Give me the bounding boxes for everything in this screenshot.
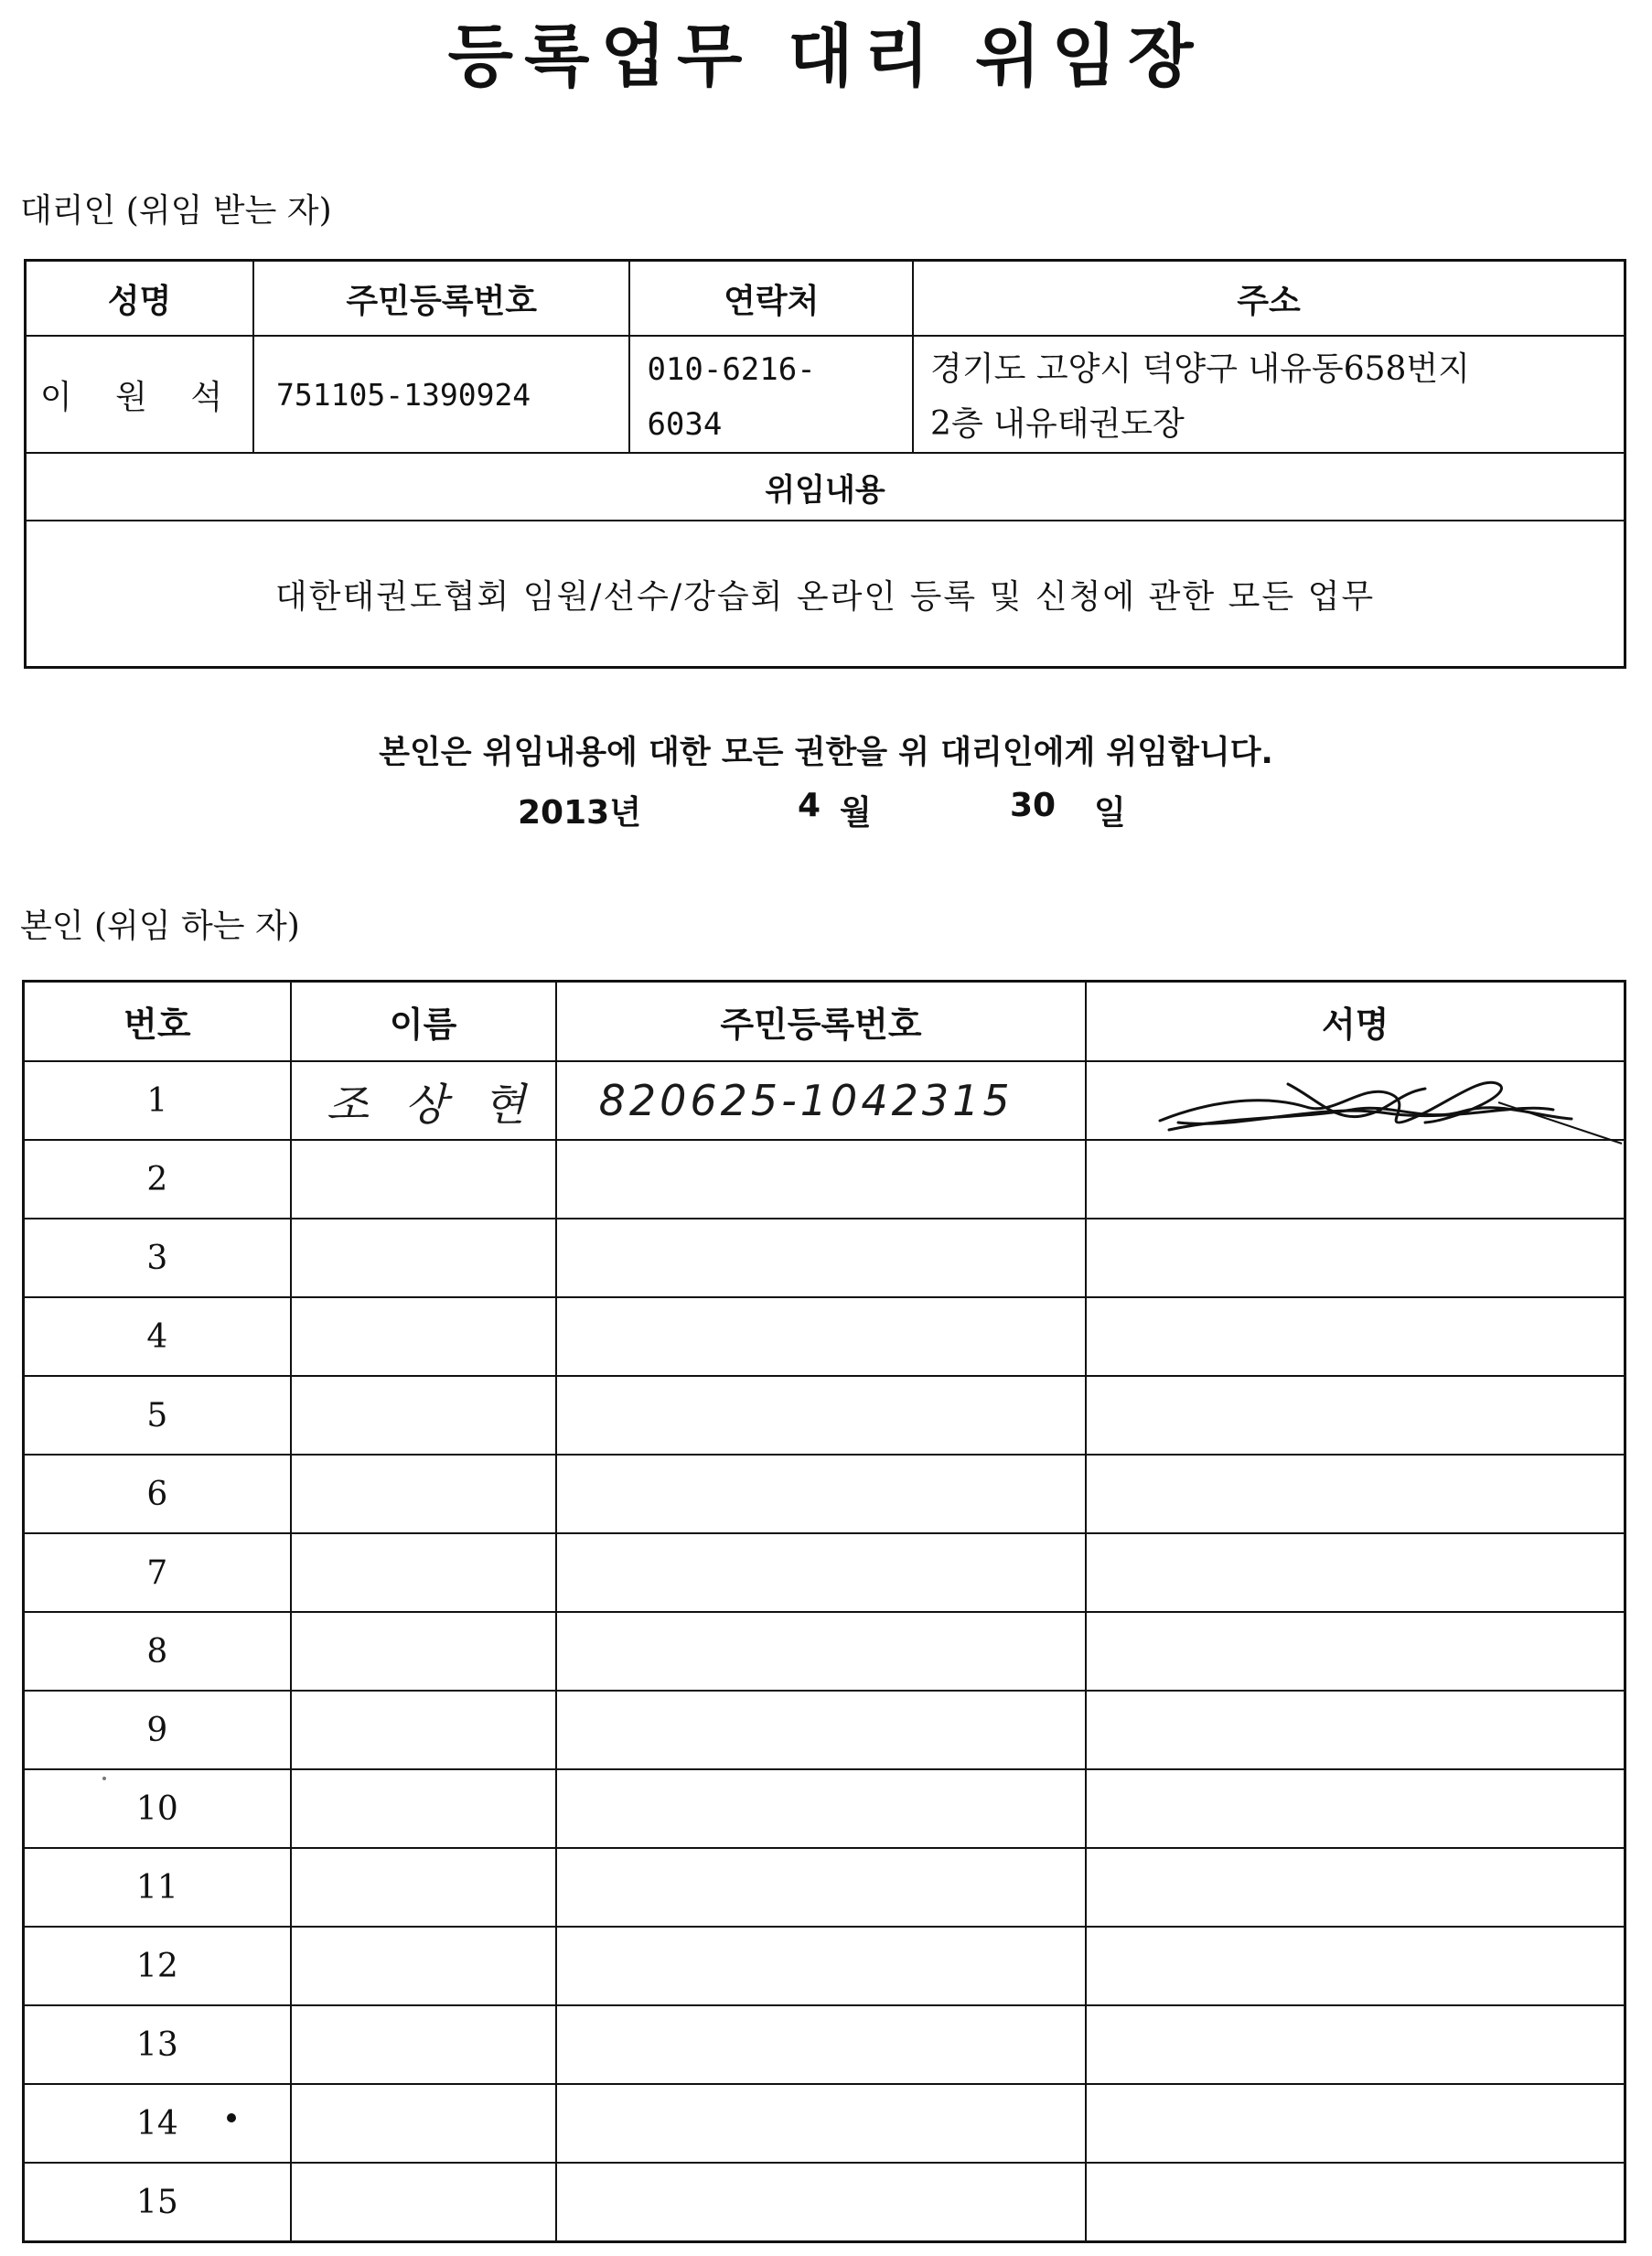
row-number: 14 bbox=[24, 2084, 291, 2163]
header-address: 주소 bbox=[913, 261, 1625, 337]
principal-name-cell bbox=[291, 1769, 556, 1848]
principal-row bbox=[24, 1769, 1625, 1848]
date-day-label: 일 bbox=[1094, 794, 1126, 832]
principal-row bbox=[24, 1376, 1625, 1455]
row-number: 15 bbox=[24, 2163, 291, 2242]
row-number: 1 bbox=[24, 1061, 291, 1140]
proxy-header-row bbox=[26, 261, 1625, 337]
proxy-name: 이 원 석 bbox=[26, 336, 254, 453]
principal-name-cell bbox=[291, 1691, 556, 1769]
principal-table bbox=[22, 980, 1626, 2243]
principal-rrn-cell bbox=[556, 2163, 1087, 2242]
principal-row bbox=[24, 1533, 1625, 1612]
header-rrn: 주민등록번호 bbox=[253, 261, 629, 337]
signature-cell bbox=[1086, 2163, 1625, 2242]
date-year: 2013년 bbox=[518, 794, 641, 832]
delegation-header: 위임내용 bbox=[26, 453, 1625, 521]
signature-cell bbox=[1086, 1140, 1625, 1219]
signature-cell bbox=[1086, 1455, 1625, 1533]
principal-rrn-cell bbox=[556, 2005, 1087, 2084]
header-contact: 연락처 bbox=[629, 261, 913, 337]
principal-row bbox=[24, 1691, 1625, 1769]
header-signature: 서명 bbox=[1086, 982, 1625, 1062]
signature-cell bbox=[1086, 2005, 1625, 2084]
principal-rrn-cell bbox=[556, 1612, 1087, 1691]
principal-name-cell bbox=[291, 2005, 556, 2084]
signature-cell bbox=[1086, 1219, 1625, 1297]
principal-rrn-cell bbox=[556, 1455, 1087, 1533]
proxy-contact bbox=[629, 336, 913, 453]
header-principal-name: 이름 bbox=[291, 982, 556, 1062]
principal-row bbox=[24, 1455, 1625, 1533]
row-number: 8 bbox=[24, 1612, 291, 1691]
row-number: 12 bbox=[24, 1927, 291, 2005]
row-number: 9 bbox=[24, 1691, 291, 1769]
principal-name-cell bbox=[291, 1297, 556, 1376]
principal-rrn-cell bbox=[556, 1297, 1087, 1376]
principal-rrn-cell bbox=[556, 2084, 1087, 2163]
signature-cell bbox=[1086, 1297, 1625, 1376]
principal-name-cell bbox=[291, 1848, 556, 1927]
header-principal-rrn: 주민등록번호 bbox=[556, 982, 1087, 1062]
principal-rrn-cell bbox=[556, 1061, 1087, 1140]
principal-rrn-cell bbox=[556, 1927, 1087, 2005]
signature-cell bbox=[1086, 1691, 1625, 1769]
principal-rrn-cell bbox=[556, 1376, 1087, 1455]
principal-section-label: 본인 (위임 하는 자) bbox=[20, 908, 300, 945]
principal-row bbox=[24, 1612, 1625, 1691]
principal-row bbox=[24, 2084, 1625, 2163]
header-name: 성명 bbox=[26, 261, 254, 337]
principal-name-cell bbox=[291, 1533, 556, 1612]
principal-name-cell bbox=[291, 1927, 556, 2005]
scan-speck bbox=[102, 1777, 106, 1780]
row-number: 5 bbox=[24, 1376, 291, 1455]
signature-cell bbox=[1086, 1927, 1625, 2005]
row-number: 10 bbox=[24, 1769, 291, 1848]
signature-cell bbox=[1086, 1612, 1625, 1691]
principal-name-handwritten: 조 상 현 bbox=[326, 1079, 537, 1131]
principal-rrn-cell bbox=[556, 1533, 1087, 1612]
proxy-address bbox=[913, 336, 1625, 453]
principal-row bbox=[24, 2005, 1625, 2084]
row-number: 11 bbox=[24, 1848, 291, 1927]
signature-cell bbox=[1086, 2084, 1625, 2163]
principal-name-cell bbox=[291, 1612, 556, 1691]
row-number: 6 bbox=[24, 1455, 291, 1533]
principal-name-cell bbox=[291, 2084, 556, 2163]
proxy-contact-line2: 6034 bbox=[647, 406, 723, 443]
date-month-label: 월 bbox=[840, 794, 872, 832]
row-number: 4 bbox=[24, 1297, 291, 1376]
signature-cell bbox=[1086, 1376, 1625, 1455]
principal-name-cell bbox=[291, 1061, 556, 1140]
date-row bbox=[0, 787, 1652, 833]
principal-row bbox=[24, 1061, 1625, 1140]
principal-rrn-handwritten: 820625-1042315 bbox=[598, 1076, 1014, 1125]
proxy-address-line2: 2층 내유태권도장 bbox=[930, 405, 1185, 443]
proxy-address-line1: 경기도 고양시 덕양구 내유동658번지 bbox=[930, 350, 1470, 388]
principal-name-cell bbox=[291, 2163, 556, 2242]
proxy-contact-line1: 010-6216- bbox=[647, 351, 816, 388]
proxy-section-label: 대리인 (위임 받는 자) bbox=[20, 192, 332, 230]
principal-row bbox=[24, 1140, 1625, 1219]
principal-name-cell bbox=[291, 1455, 556, 1533]
document-title: 등록업무 대리 위임장 bbox=[447, 17, 1205, 96]
proxy-value-row bbox=[26, 336, 1625, 453]
date-month-number: 4 bbox=[798, 787, 821, 824]
signature-cell bbox=[1086, 1769, 1625, 1848]
row-number: 13 bbox=[24, 2005, 291, 2084]
principal-header-row bbox=[24, 982, 1625, 1062]
principal-name-cell bbox=[291, 1376, 556, 1455]
signature-scribble bbox=[1151, 1066, 1626, 1148]
delegation-content: 대한태권도협회 임원/선수/강습회 온라인 등록 및 신청에 관한 모든 업무 bbox=[26, 521, 1625, 668]
signature-cell bbox=[1086, 1848, 1625, 1927]
row-number: 3 bbox=[24, 1219, 291, 1297]
proxy-rrn: 751105-1390924 bbox=[253, 336, 629, 453]
principal-row bbox=[24, 1297, 1625, 1376]
delegation-statement: 본인은 위임내용에 대한 모든 권한을 위 대리인에게 위임합니다. bbox=[379, 735, 1273, 771]
row-number: 2 bbox=[24, 1140, 291, 1219]
principal-name-cell bbox=[291, 1140, 556, 1219]
signature-cell bbox=[1086, 1533, 1625, 1612]
principal-name-cell bbox=[291, 1219, 556, 1297]
principal-rrn-cell bbox=[556, 1848, 1087, 1927]
date-day-number: 30 bbox=[1010, 787, 1057, 824]
row-number: 7 bbox=[24, 1533, 291, 1612]
principal-rrn-cell bbox=[556, 1769, 1087, 1848]
proxy-table bbox=[24, 259, 1626, 669]
principal-row bbox=[24, 1219, 1625, 1297]
principal-row bbox=[24, 2163, 1625, 2242]
principal-rrn-cell bbox=[556, 1219, 1087, 1297]
principal-row bbox=[24, 1927, 1625, 2005]
principal-row bbox=[24, 1848, 1625, 1927]
ink-dot bbox=[227, 2113, 236, 2122]
signature-cell bbox=[1086, 1061, 1625, 1140]
principal-rrn-cell bbox=[556, 1140, 1087, 1219]
header-number: 번호 bbox=[24, 982, 291, 1062]
principal-rrn-cell bbox=[556, 1691, 1087, 1769]
